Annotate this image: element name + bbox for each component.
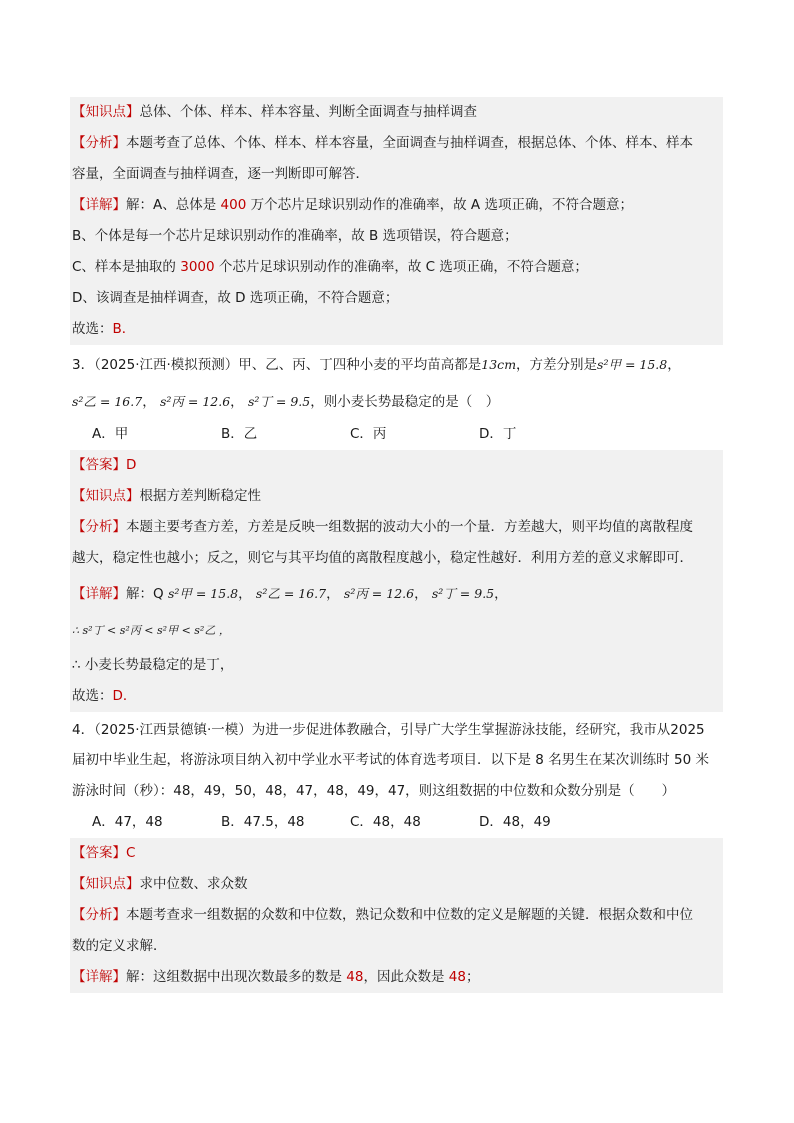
q3-knowledge: 【知识点】根据方差判断稳定性 — [70, 481, 723, 512]
q3-option-a: A．甲 — [92, 426, 129, 442]
q4-analysis-line1: 【分析】本题考查求一组数据的众数和中位数，熟记众数和中位数的定义是解题的关键．根据众数和中位 — [70, 900, 723, 931]
q2-knowledge: 【知识点】总体、个体、样本、样本容量、判断全面调查与抽样调查 — [70, 97, 723, 128]
q3-stem-line1: 3．（2025·江西·模拟预测）甲、乙、丙、丁四种小麦的平均苗高都是13cm，方差分别是s²甲 = 15.8， — [72, 357, 681, 373]
q4-knowledge: 【知识点】求中位数、求众数 — [70, 869, 723, 900]
q4-stem-line2: 届初中毕业生起，将游泳项目纳入初中学业水平考试的体育选考项目．以下是 8 名男生在某次训练时 50 米 — [72, 752, 709, 768]
q3-answer: 【答案】D — [70, 450, 723, 481]
document-page — [70, 97, 723, 993]
q4-stem-line3: 游泳时间（秒）：48，49，50，48，47，48，49，47，则这组数据的中位数和众数分别是（ ） — [72, 783, 676, 799]
q2-detail-b: B、个体是每一个芯片足球识别动作的准确率，故 B 选项错误，符合题意； — [70, 221, 723, 252]
q3-conclusion: ∴ 小麦长势最稳定的是丁， — [70, 650, 723, 681]
q4-stem-line1: 4．（2025·江西景德镇·一模）为进一步促进体教融合，引导广大学生掌握游泳技能，经研究，我市从2025 — [72, 722, 705, 738]
q3-choose: 故选：D． — [70, 681, 723, 712]
q3-option-b: B．乙 — [221, 426, 258, 442]
q3-option-d: D．丁 — [479, 426, 517, 442]
q4-detail: 【详解】解：这组数据中出现次数最多的数是 48，因此众数是 48； — [70, 962, 723, 993]
q2-choose: 故选：B． — [70, 314, 723, 345]
q4-analysis-line2: 数的定义求解． — [70, 931, 723, 962]
q4-answer: 【答案】C — [70, 838, 723, 869]
q3-options — [70, 419, 723, 450]
q3-analysis-line2: 越大，稳定性也越小；反之，则它与其平均值的离散程度越小，稳定性越好．利用方差的意义求解即可． — [70, 543, 723, 574]
q2-detail-d: D、该调查是抽样调查，故 D 选项正确，不符合题意； — [70, 283, 723, 314]
q4-options — [70, 807, 723, 838]
q2-detail-c: C、样本是抽取的 3000 个芯片足球识别动作的准确率，故 C 选项正确，不符合题意； — [70, 252, 723, 283]
q3-detail: 【详解】解：Q s²甲 = 15.8， s²乙 = 16.7， s²丙 = 12.6， s²丁 = 9.5， — [70, 574, 723, 610]
q4-option-c: C．48，48 — [350, 814, 421, 830]
q3-option-c: C．丙 — [350, 426, 387, 442]
q3-stem-line2: s²乙 = 16.7， s²丙 = 12.6， s²丁 = 9.5，则小麦长势最稳定的是（ ） — [72, 394, 500, 410]
q2-analysis-line2: 容量，全面调查与抽样调查，逐一判断即可解答． — [70, 159, 723, 190]
q2-analysis-line1: 【分析】本题考查了总体、个体、样本、样本容量，全面调查与抽样调查，根据总体、个体、样本、样本 — [70, 128, 723, 159]
q2-detail-a: 【详解】解：A、总体是 400 万个芯片足球识别动作的准确率，故 A 选项正确，不符合题意； — [70, 190, 723, 221]
q3-analysis-line1: 【分析】本题主要考查方差，方差是反映一组数据的波动大小的一个量．方差越大，则平均值的离散程度 — [70, 512, 723, 543]
q4-option-d: D．48，49 — [479, 814, 551, 830]
q4-option-a: A．47，48 — [92, 814, 163, 830]
q3-order: ∴ s²丁 < s²丙 < s²甲 < s²乙 ， — [70, 610, 723, 650]
q4-option-b: B．47.5，48 — [221, 814, 305, 830]
